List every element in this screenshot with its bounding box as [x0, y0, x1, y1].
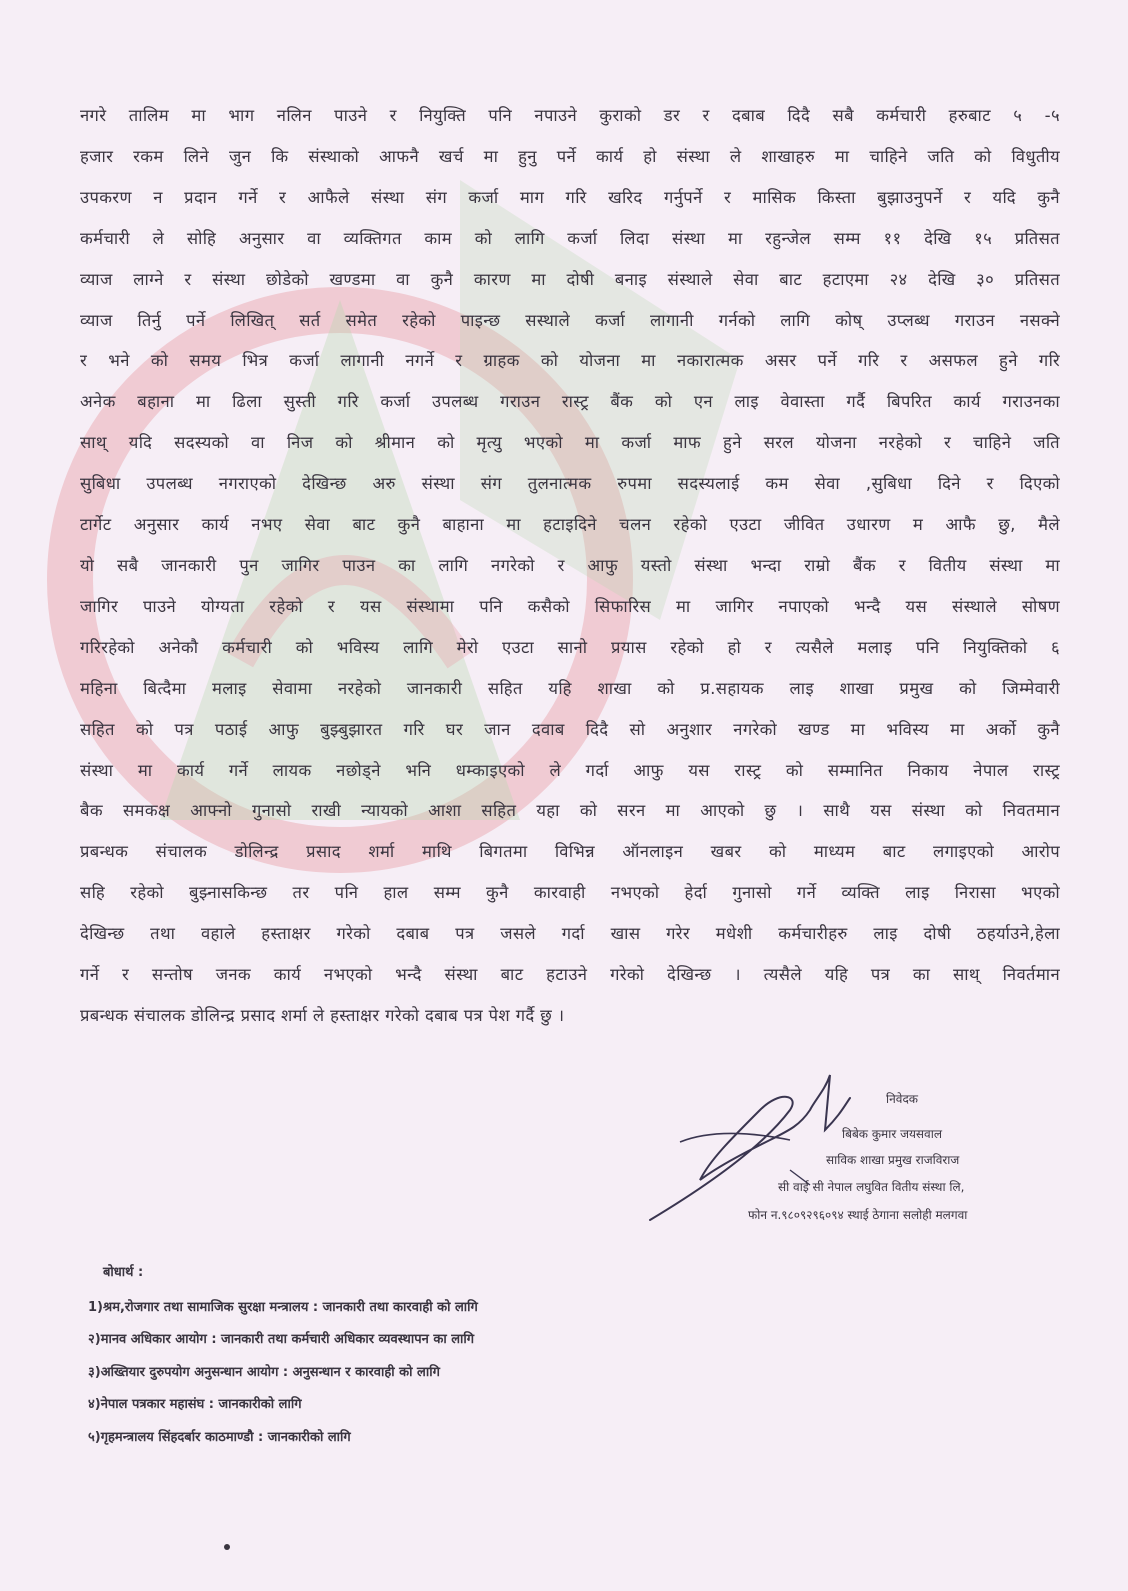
body-line: संस्था मा कार्य गर्ने लायक नछोड्ने भनि धम्काइएको ले गर्दा आफु यस रास्ट्र को सम्मानित निकाय नेपाल रास्ट्र: [80, 760, 1060, 780]
body-line: र भने को समय भित्र कर्जा लागानी नगर्ने र ग्राहक को योजना मा नकारात्मक असर पर्ने गरि र असफल हुने गरि: [80, 351, 1060, 371]
body-line: उपकरण न प्रदान गर्ने र आफैले संस्था संग कर्जा माग गरि खरिद गर्नुपर्ने र मासिक किस्ता बुझाउनुपर्ने र यदि कुनै: [80, 187, 1060, 207]
body-line: गरिरहेको अनेकौ कर्मचारी को भविस्य लागि मेरो एउटा सानो प्रयास रहेको हो र त्यसैले मलाइ पनि नियुक्तिको ६: [80, 637, 1060, 657]
signature-block: [640, 1080, 1080, 1250]
body-line: देखिन्छ तथा वहाले हस्ताक्षर गरेको दबाब पत्र जसले गर्दा खास गरेर मधेशी कर्मचारीहरु लाइ दोषी ठहर्याउने,हेला: [80, 924, 1060, 944]
letter-body: [80, 96, 1060, 1037]
body-line: साथ् यदि सदस्यको वा निज को श्रीमान को मृत्यु भएको मा कर्जा माफ हुने सरल योजना नरहेको र चाहिने जति: [80, 433, 1060, 453]
applicant-contact: फोन न.९८०९२९६०९४ स्थाई ठेगाना सलोही मलगवा: [748, 1208, 968, 1222]
body-line-last: प्रबन्धक संचालक डोलिन्द्र प्रसाद शर्मा ले हस्ताक्षर गरेको दबाब पत्र पेश गर्दै छु ।: [80, 1005, 565, 1025]
body-line: हजार रकम लिने जुन कि संस्थाको आफनै खर्च मा हुनु पर्ने कार्य हो संस्था ले शाखाहरु मा चाहिने जति को विधुतीय: [80, 146, 1060, 166]
body-line: प्रबन्धक संचालक डोलिन्द्र प्रसाद शर्मा माथि बिगतमा विभिन्न ऑनलाइन खबर को माध्यम बाट लगाइएको आरोप: [80, 842, 1060, 862]
applicant-position: साविक शाखा प्रमुख राजविराज: [826, 1153, 960, 1167]
body-line: व्याज लाग्ने र संस्था छोडेको खण्डमा वा कुनै कारण मा दोषी बनाइ संस्थाले सेवा बाट हटाएमा २४ देखि ३० प्रतिसत: [80, 269, 1060, 289]
cc-item: 1)श्रम,रोजगार तथा सामाजिक सुरक्षा मन्त्रालय : जानकारी तथा कारवाही को लागि: [88, 1300, 478, 1315]
body-line: टार्गेट अनुसार कार्य नभए सेवा बाट कुनै बाहाना मा हटाइदिने चलन रहेको एउटा जीवित उधारण म आफै छु, मैले: [80, 515, 1060, 535]
body-line: गर्ने र सन्तोष जनक कार्य नभएको भन्दै संस्था बाट हटाउने गरेको देखिन्छ । त्यसैले यहि पत्र का साथ् निवर्तमान: [80, 965, 1060, 985]
body-line: सहित को पत्र पठाई आफु बुझ्बुझारत गरि घर जान दवाब दिदै सो अनुशार नगरेको खण्ड मा भविस्य मा अर्को कुनै: [80, 719, 1060, 739]
body-line: जागिर पाउने योग्यता रहेको र यस संस्थामा पनि कसैको सिफारिस मा जागिर नपाएको भन्दै यस संस्थाले सोषण: [80, 596, 1060, 616]
body-line: सहि रहेको बुझ्नासकिन्छ तर पनि हाल सम्म कुनै कारवाही नभएको हेर्दा गुनासो गर्ने व्यक्ति लाइ निरासा भएको: [80, 883, 1060, 903]
body-line: नगरे तालिम मा भाग नलिन पाउने र नियुक्ति पनि नपाउने कुराको डर र दबाब दिदै सबै कर्मचारी हरुबाट ५ -५: [80, 106, 1060, 125]
body-line: बैक समकक्ष आफ्नो गुनासो राखी न्यायको आशा सहित यहा को सरन मा आएको छु । साथै यस संस्था को निवतमान: [80, 801, 1060, 821]
body-line: महिना बित्दैमा मलाइ सेवामा नरहेको जानकारी सहित यहि शाखा को प्र.सहायक लाइ शाखा प्रमुख को जिम्मेवारी: [80, 678, 1060, 698]
cc-item: ५)गृहमन्त्रालय सिंहदर्बार काठमाण्डौ : जानकारीको लागि: [88, 1429, 351, 1445]
cc-item: २)मानव अधिकार आयोग : जानकारी तथा कर्मचारी अधिकार व्यवस्थापन का लागि: [88, 1332, 475, 1348]
body-line: कर्मचारी ले सोहि अनुसार वा व्यक्तिगत काम को लागि कर्जा लिदा संस्था मा रहुन्जेल सम्म ११ देखि १५ प्रतिसत: [80, 228, 1060, 248]
body-line: यो सबै जानकारी पुन जागिर पाउन का लागि नगरेको र आफु यस्तो संस्था भन्दा राम्रो बैंक र वितीय संस्था मा: [80, 555, 1060, 575]
body-line: सुबिधा उपलब्ध नगराएको देखिन्छ अरु संस्था संग तुलनात्मक रुपमा सदस्यलाई कम सेवा ,सुबिधा दिने र दिएको: [80, 474, 1060, 494]
applicant-name: बिबेक कुमार जयसवाल: [842, 1127, 942, 1141]
body-line: व्याज तिर्नु पर्ने लिखित् सर्त समेत रहेको पाइन्छ सस्थाले कर्जा लागानी गर्नको लागि कोष् उप्लब्ध गराउन नसक्ने: [80, 310, 1060, 330]
cc-item: ४)नेपाल पत्रकार महासंघ : जानकारीको लागि: [88, 1397, 302, 1413]
applicant-organization: सी वाई सी नेपाल लघुवित वितीय संस्था लि,: [778, 1180, 965, 1194]
body-line: अनेक बहाना मा ढिला सुस्ती गरि कर्जा उपलब्ध गराउन रास्ट्र बैंक को एन लाइ वेवास्ता गर्दै बिपरित कार्य गराउनका: [80, 392, 1060, 412]
ink-dot: [224, 1544, 230, 1550]
applicant-label: निवेदक: [886, 1092, 919, 1106]
cc-item: ३)अख्तियार दुरुपयोग अनुसन्धान आयोग : अनुसन्धान र कारवाही को लागि: [88, 1364, 440, 1380]
cc-section: [88, 1262, 478, 1454]
cc-title: बोधार्थ :: [103, 1265, 144, 1280]
